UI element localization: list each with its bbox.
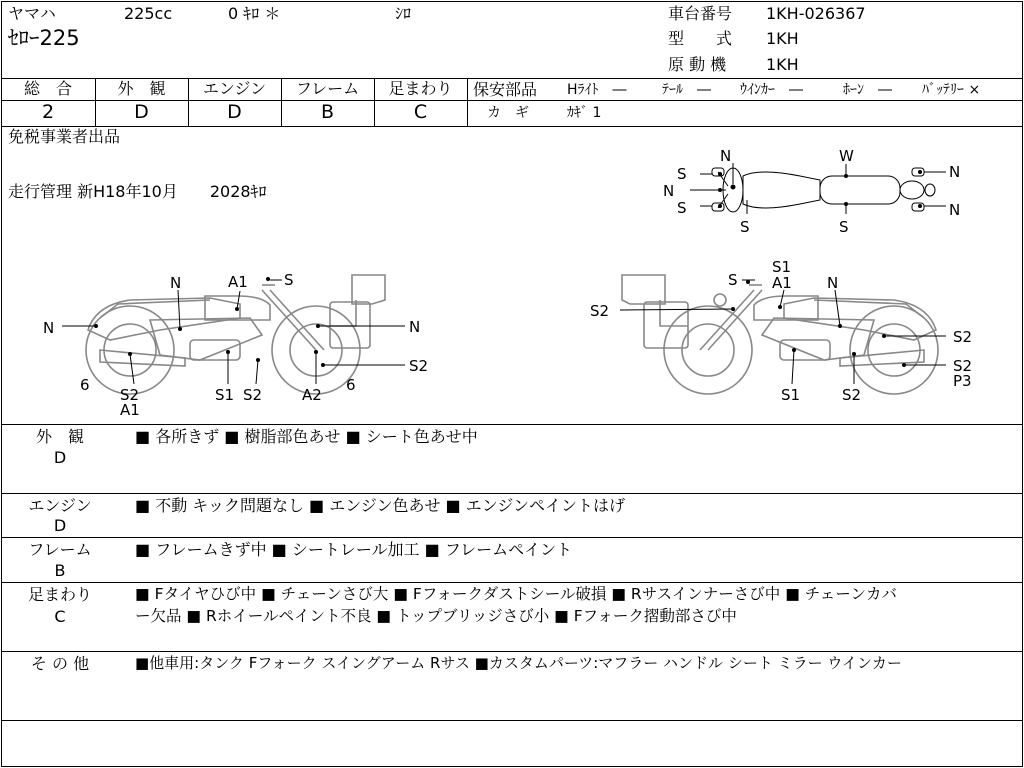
displacement: 225cc [124, 4, 173, 23]
left-label: N [43, 319, 55, 337]
frame-no-label: 車台番号 [668, 4, 733, 23]
detail-grade: D [53, 516, 67, 535]
right-label: S2 [842, 386, 862, 404]
detail-grade: D [53, 448, 67, 467]
engine-label: 原 動 機 [668, 55, 727, 74]
top-label: S [677, 199, 687, 217]
detail-grade: B [54, 561, 66, 580]
detail-text: ■ Fタイヤひび中 ■ チェーンさび大 ■ Fフォークダストシール破損 ■ Rサスインナーさび中 ■ チェーンカバ [135, 585, 897, 603]
left-label: S2 [243, 386, 263, 404]
mileage-management: 走行管理 新H18年10月 2028ｷﾛ [8, 182, 267, 201]
left-label: A1 [120, 401, 140, 419]
top-label: S [839, 218, 849, 236]
overall-grade: 2 [41, 101, 55, 123]
detail-text: ■ フレームきず中 ■ シートレール加工 ■ フレームペイント [135, 540, 573, 559]
top-label: N [949, 201, 961, 219]
left-label: S2 [120, 386, 140, 404]
left-label: N [170, 274, 182, 292]
top-label: S [740, 218, 750, 236]
detail-name: フレーム [28, 540, 92, 559]
type-value: 1KH [766, 29, 799, 48]
key-label: カ ギ [487, 105, 529, 121]
overall-label: 総 合 [23, 79, 72, 98]
engine-grade-label: エンジン [202, 79, 267, 98]
safety-winker: ｳｲﾝｶｰ ― [740, 82, 803, 98]
right-label: S2 [953, 328, 973, 346]
color: ｼﾛ [395, 4, 412, 23]
safety-horn: ﾎｰﾝ ― [843, 82, 892, 98]
type-label: 型 式 [668, 29, 733, 48]
left-label: 6 [80, 376, 90, 394]
right-label: S [728, 271, 738, 289]
right-label: N [827, 274, 839, 292]
right-label: S2 [953, 357, 973, 375]
frame-grade-label: フレーム [295, 79, 360, 98]
engine-value: 1KH [766, 55, 799, 74]
detail-text-cont: ー欠品 ■ Rホイールペイント不良 ■ トップブリッジさび小 ■ Fフォーク摺動部さび中 [135, 607, 737, 625]
frame-grade: B [320, 101, 335, 123]
maker: ヤマハ [8, 4, 56, 23]
detail-text: ■ 不動 キック問題なし ■ エンジン色あせ ■ エンジンペイントはげ [135, 496, 625, 515]
frame-no: 1KH-026367 [766, 4, 866, 23]
detail-text: ■ 各所きず ■ 樹脂部色あせ ■ シート色あせ中 [135, 427, 478, 446]
top-label: N [663, 182, 675, 200]
detail-name: 外 観 [35, 427, 84, 446]
engine-grade: D [227, 101, 242, 123]
left-label: S1 [215, 386, 235, 404]
left-label: S2 [409, 357, 429, 375]
safety-battery: ﾊﾞｯﾃﾘｰ × [922, 82, 981, 98]
top-label: S [677, 165, 687, 183]
key-value: ｶｷﾞ 1 [567, 105, 602, 121]
left-label: A1 [228, 273, 248, 291]
detail-name: そ の 他 [30, 654, 90, 673]
detail-grade: C [54, 607, 66, 626]
right-label: S1 [772, 258, 792, 276]
suspension-grade-label: 足まわり [388, 79, 453, 98]
safety-taillight: ﾃｰﾙ ― [662, 82, 711, 98]
safety-label: 保安部品 [473, 80, 538, 99]
tax-free-note: 免税事業者出品 [8, 127, 121, 146]
right-label: P3 [953, 372, 972, 390]
detail-name: エンジン [28, 496, 92, 515]
exterior-label: 外 観 [117, 79, 166, 98]
mileage: 0 ｷﾛ ＊ [228, 4, 281, 23]
detail-name: 足まわり [27, 585, 92, 604]
right-label: A1 [772, 274, 792, 292]
detail-text: ■他車用:タンク Fフォーク スイングアーム Rサス ■カスタムパーツ:マフラー ハンドル シート ミラー ウインカー [135, 654, 902, 672]
left-label: N [409, 318, 421, 336]
safety-headlight: Hﾗｲﾄ ― [567, 82, 627, 98]
left-label: S [284, 271, 294, 289]
suspension-grade: C [413, 101, 428, 123]
left-label: 6 [346, 376, 356, 394]
top-label: N [720, 147, 732, 165]
top-label: N [949, 163, 961, 181]
model-name: ｾﾛｰ225 [8, 26, 80, 50]
right-label: S1 [781, 386, 801, 404]
exterior-grade: D [134, 101, 149, 123]
right-label: S2 [590, 302, 610, 320]
top-label: W [839, 147, 854, 165]
left-label: A2 [302, 386, 322, 404]
